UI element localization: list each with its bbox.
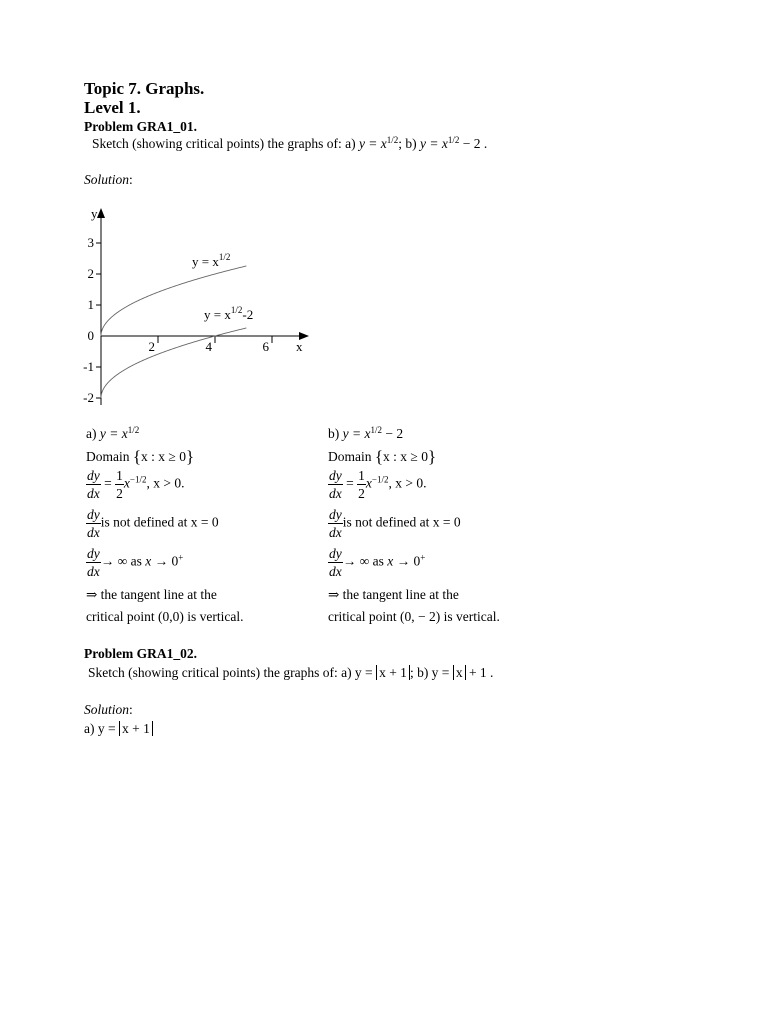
curve-a <box>101 266 246 336</box>
part-b-implies: ⇒ the tangent line at the <box>328 587 459 602</box>
part-a-critical: critical point (0,0) is vertical. <box>86 609 244 624</box>
problem-1-statement: Sketch (showing critical points) the graphs of: a) $y = x^{1/2}$; b) $y = x^{1/2} - 2$ . <box>92 135 488 151</box>
y-axis-arrow <box>97 208 105 218</box>
part-a-equation: a) $y = x^{1/2}$ <box>86 425 140 441</box>
level-title: Level 1. <box>84 98 141 117</box>
x-axis-label: x <box>296 339 303 354</box>
problem-1-title: Problem GRA1_01. <box>84 119 197 134</box>
part-a-domain: Domain {x : x ≥ 0} <box>86 447 195 466</box>
part-b-domain: Domain {x : x ≥ 0} <box>328 447 437 466</box>
problem-2-title: Problem GRA1_02. <box>84 646 197 661</box>
part-b-limit: $\frac{dy}{dx}$ → ∞ as x → 0+ <box>329 546 426 579</box>
part-b-equation: b) $y = x^{1/2} - 2$ <box>328 425 404 441</box>
topic-title: Topic 7. Graphs. <box>84 79 205 98</box>
part-a-not-defined: $\frac{dy}{dx}$ is not defined at x = 0 <box>87 507 219 540</box>
x-tick-label: 4 <box>205 339 212 354</box>
curve-b <box>101 328 246 398</box>
solution-label-1: Solution: <box>84 172 133 187</box>
curve-b-label: $y = x^{1/2}-2$ <box>204 305 254 322</box>
x-tick-label: 6 <box>262 339 269 354</box>
x-tick-label: 2 <box>148 339 155 354</box>
x-ticks <box>149 336 273 354</box>
y-tick-label: 0 <box>87 328 94 343</box>
solution-label-2: Solution: <box>84 702 133 717</box>
problem-2-part-a: a) y = x + 1 <box>84 721 153 737</box>
sqrt-graph <box>80 200 320 415</box>
curve-a-label: $y = x^{1/2}$ <box>192 252 231 269</box>
y-tick-label: 3 <box>87 235 94 250</box>
y-tick-label: -1 <box>83 359 94 374</box>
part-a-limit: $\frac{dy}{dx}$ → ∞ as x → 0+ <box>87 546 184 579</box>
part-a-derivative: $\frac{dy}{dx}$ = $\frac{1}{2}$ $x^{-1/2}$, x > 0. <box>87 468 185 501</box>
part-b-critical: critical point (0, − 2) is vertical. <box>328 609 500 624</box>
y-ticks <box>83 235 101 405</box>
problem-2-statement: Sketch (showing critical points) the graphs of: a) y = x + 1 ; b) y = x + 1 . <box>88 665 494 680</box>
y-tick-label: -2 <box>83 390 94 405</box>
y-tick-label: 1 <box>87 297 94 312</box>
part-b-not-defined: $\frac{dy}{dx}$ is not defined at x = 0 <box>329 507 461 540</box>
part-b-derivative: $\frac{dy}{dx}$ = $\frac{1}{2}$ $x^{-1/2}$, x > 0. <box>329 468 427 501</box>
y-axis-label: y <box>91 206 98 221</box>
part-a-implies: ⇒ the tangent line at the <box>86 587 217 602</box>
y-tick-label: 2 <box>87 266 94 281</box>
